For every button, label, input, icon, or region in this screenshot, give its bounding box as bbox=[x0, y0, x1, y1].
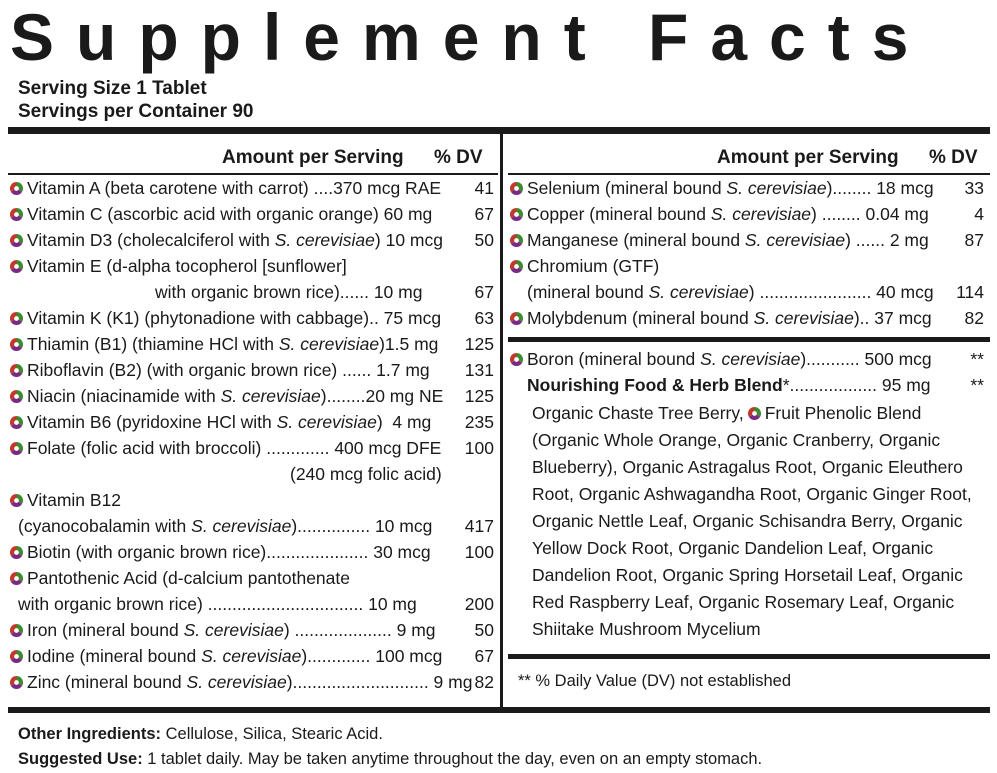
bottom-rule bbox=[8, 707, 990, 713]
note-rule bbox=[508, 654, 990, 659]
nutrient-dv: 4 bbox=[974, 204, 984, 224]
food-source-icon bbox=[510, 312, 523, 325]
nutrient-text: Vitamin A (beta carotene with carrot) ....370 mcg RAE bbox=[27, 178, 442, 198]
nutrient-text: Vitamin C (ascorbic acid with organic orange) 60 mg bbox=[27, 204, 433, 224]
nutrient-row bbox=[155, 280, 422, 304]
food-source-icon bbox=[10, 390, 23, 403]
food-source-icon bbox=[10, 650, 23, 663]
nutrient-text: Chromium (GTF) bbox=[527, 256, 660, 276]
nutrient-text: Vitamin K (K1) (phytonadione with cabbage).. 75 mcg bbox=[27, 308, 442, 328]
blend-line: Organic Chaste Tree Berry, Fruit Phenolic Blend bbox=[532, 403, 922, 423]
food-source-icon bbox=[10, 182, 23, 195]
blend-line: (Organic Whole Orange, Organic Cranberry, Organic bbox=[532, 430, 941, 450]
food-source-icon bbox=[10, 494, 23, 507]
nutrient-row bbox=[10, 358, 430, 382]
nutrient-row bbox=[18, 592, 417, 616]
blend-line: Shiitake Mushroom Mycelium bbox=[532, 619, 761, 639]
food-source-icon bbox=[10, 208, 23, 221]
right-header-dv: % DV bbox=[929, 147, 978, 168]
nutrient-text: Vitamin B12 bbox=[27, 490, 122, 510]
nutrient-text: Iodine (mineral bound S. cerevisiae)............. 100 mcg bbox=[27, 646, 443, 666]
nutrient-dv: 50 bbox=[474, 230, 494, 250]
nutrient-text: Molybdenum (mineral bound S. cerevisiae).. 37 mcg bbox=[527, 308, 932, 328]
nutrient-text: Pantothenic Acid (d-calcium pantothenate bbox=[27, 568, 350, 588]
food-source-icon bbox=[10, 234, 23, 247]
right-section-rule bbox=[508, 337, 990, 342]
nutrient-dv: 67 bbox=[474, 204, 494, 224]
nutrient-text: Thiamin (B1) (thiamine HCl with S. cerevisiae)1.5 mg bbox=[27, 334, 439, 354]
blend-line: Dandelion Root, Organic Spring Horsetail Leaf, Organic bbox=[532, 565, 963, 585]
boron-dv: ** bbox=[970, 349, 984, 369]
blend-line: Blueberry), Organic Astragalus Root, Organic Eleuthero bbox=[532, 457, 963, 477]
nutrient-text: Biotin (with organic brown rice)..................... 30 mcg bbox=[27, 542, 431, 562]
nutrient-row bbox=[10, 436, 441, 460]
nutrient-text: Riboflavin (B2) (with organic brown rice) ...... 1.7 mg bbox=[27, 360, 430, 380]
nutrient-row bbox=[290, 462, 442, 486]
nutrient-row bbox=[10, 228, 443, 252]
nutrient-dv: 100 bbox=[464, 438, 494, 458]
food-source-icon bbox=[10, 312, 23, 325]
nutrient-row bbox=[10, 644, 442, 668]
top-rule bbox=[8, 127, 990, 134]
food-source-icon bbox=[10, 416, 23, 429]
nutrient-row bbox=[10, 618, 436, 642]
nutrient-dv: 417 bbox=[464, 516, 494, 536]
nutrient-text: with organic brown rice) ................................ 10 mg bbox=[18, 594, 417, 614]
nutrient-row bbox=[10, 202, 432, 226]
nutrient-dv: 33 bbox=[964, 178, 984, 198]
nutrient-row bbox=[510, 254, 659, 278]
panel-title: Supplement Facts bbox=[10, 0, 931, 74]
nutrient-row bbox=[510, 202, 929, 226]
nutrient-text: Niacin (niacinamide with S. cerevisiae)........20 mg NE bbox=[27, 386, 444, 406]
nutrient-dv: 114 bbox=[956, 282, 984, 302]
suggested-use-text: 1 tablet daily. May be taken anytime throughout the day, even on an empty stomach. bbox=[142, 750, 763, 768]
nutrient-row bbox=[510, 228, 929, 252]
nutrient-text: (240 mcg folic acid) bbox=[290, 464, 442, 484]
nutrient-dv: 235 bbox=[464, 412, 494, 432]
nutrient-dv: 67 bbox=[474, 646, 494, 666]
food-source-icon bbox=[10, 260, 23, 273]
food-source-icon bbox=[10, 676, 23, 689]
left-header-rule bbox=[8, 173, 498, 175]
blend-line: Red Raspberry Leaf, Organic Rosemary Leaf, Organic bbox=[532, 592, 955, 612]
serving-size: Serving Size 1 Tablet bbox=[18, 78, 207, 99]
food-source-icon bbox=[10, 572, 23, 585]
blend-name: Nourishing Food & Herb Blend bbox=[527, 375, 783, 395]
nutrient-text: Iron (mineral bound S. cerevisiae) .................... 9 mg bbox=[27, 620, 436, 640]
nutrient-dv: 63 bbox=[474, 308, 494, 328]
nutrient-text: Selenium (mineral bound S. cerevisiae)........ 18 mcg bbox=[527, 178, 934, 198]
right-header-amount: Amount per Serving bbox=[717, 147, 899, 168]
nutrient-dv: 82 bbox=[964, 308, 984, 328]
nutrient-text: (mineral bound S. cerevisiae) ....................... 40 mcg bbox=[527, 282, 934, 302]
nutrient-text: Copper (mineral bound S. cerevisiae) ........ 0.04 mg bbox=[527, 204, 929, 224]
dv-note: ** % Daily Value (DV) not established bbox=[518, 672, 791, 690]
nutrient-text: Manganese (mineral bound S. cerevisiae) ...... 2 mg bbox=[527, 230, 929, 250]
food-source-icon bbox=[10, 338, 23, 351]
food-source-icon bbox=[10, 546, 23, 559]
nutrient-row bbox=[10, 488, 121, 512]
food-source-icon bbox=[10, 442, 23, 455]
nutrient-dv: 82 bbox=[474, 672, 494, 692]
left-header-dv: % DV bbox=[434, 147, 483, 168]
nutrient-text: Folate (folic acid with broccoli) ............. 400 mcg DFE bbox=[27, 438, 442, 458]
nutrient-row bbox=[10, 306, 441, 330]
nutrient-row bbox=[10, 540, 431, 564]
nutrient-dv: 131 bbox=[464, 360, 494, 380]
nutrient-row bbox=[10, 566, 350, 590]
nutrient-dv: 125 bbox=[464, 386, 494, 406]
left-header-amount: Amount per Serving bbox=[222, 147, 404, 168]
nutrient-text: Vitamin E (d-alpha tocopherol [sunflower] bbox=[27, 256, 347, 276]
other-ingredients bbox=[18, 723, 383, 745]
other-ingredients-label: Other Ingredients: bbox=[18, 725, 162, 743]
suggested-use bbox=[18, 748, 762, 770]
nutrient-text: Zinc (mineral bound S. cerevisiae)............................ 9 mg bbox=[27, 672, 473, 692]
nutrient-row bbox=[10, 410, 431, 434]
nutrient-dv: 125 bbox=[464, 334, 494, 354]
food-source-icon bbox=[510, 260, 523, 273]
nutrient-row bbox=[10, 670, 472, 694]
blend-line: Yellow Dock Root, Organic Dandelion Leaf, Organic bbox=[532, 538, 934, 558]
nutrient-dv: 67 bbox=[474, 282, 494, 302]
blend-line: Root, Organic Ashwagandha Root, Organic Ginger Root, bbox=[532, 484, 972, 504]
other-ingredients-text: Cellulose, Silica, Stearic Acid. bbox=[161, 725, 383, 743]
servings-per-container: Servings per Container 90 bbox=[18, 101, 254, 122]
nutrient-row bbox=[18, 514, 432, 538]
food-source-icon bbox=[510, 353, 523, 366]
food-source-icon bbox=[510, 208, 523, 221]
blend-line: Organic Nettle Leaf, Organic Schisandra Berry, Organic bbox=[532, 511, 963, 531]
blend-dv: ** bbox=[970, 375, 984, 395]
column-divider bbox=[500, 134, 503, 707]
food-source-icon bbox=[10, 364, 23, 377]
nutrient-text: Vitamin D3 (cholecalciferol with S. cerevisiae) 10 mcg bbox=[27, 230, 443, 250]
blend-ingredients bbox=[532, 400, 982, 643]
boron-text: Boron (mineral bound S. cerevisiae)........... 500 mcg bbox=[527, 349, 932, 369]
nutrient-dv: 41 bbox=[474, 178, 494, 198]
nutrient-dv: 50 bbox=[474, 620, 494, 640]
food-source-icon bbox=[510, 234, 523, 247]
nutrient-row bbox=[10, 176, 441, 200]
nutrient-row bbox=[10, 384, 443, 408]
food-source-icon bbox=[10, 624, 23, 637]
blend-amount: *.................. 95 mg bbox=[782, 375, 931, 395]
food-source-icon bbox=[510, 182, 523, 195]
nutrient-text: (cyanocobalamin with S. cerevisiae)............... 10 mcg bbox=[18, 516, 433, 536]
nutrient-text: with organic brown rice)...... 10 mg bbox=[155, 282, 423, 302]
nutrient-text: Vitamin B6 (pyridoxine HCl with S. cerevisiae) 4 mg bbox=[27, 412, 432, 432]
suggested-use-label: Suggested Use: bbox=[18, 750, 143, 768]
nutrient-row bbox=[510, 176, 934, 200]
nutrient-dv: 200 bbox=[464, 594, 494, 614]
nutrient-row bbox=[10, 254, 347, 278]
food-source-icon bbox=[748, 407, 761, 420]
nutrient-row bbox=[510, 306, 932, 330]
nutrient-dv: 100 bbox=[464, 542, 494, 562]
right-header-rule bbox=[508, 173, 990, 175]
nutrient-row bbox=[527, 280, 934, 304]
nutrient-row bbox=[10, 332, 438, 356]
nutrient-dv: 87 bbox=[964, 230, 984, 250]
